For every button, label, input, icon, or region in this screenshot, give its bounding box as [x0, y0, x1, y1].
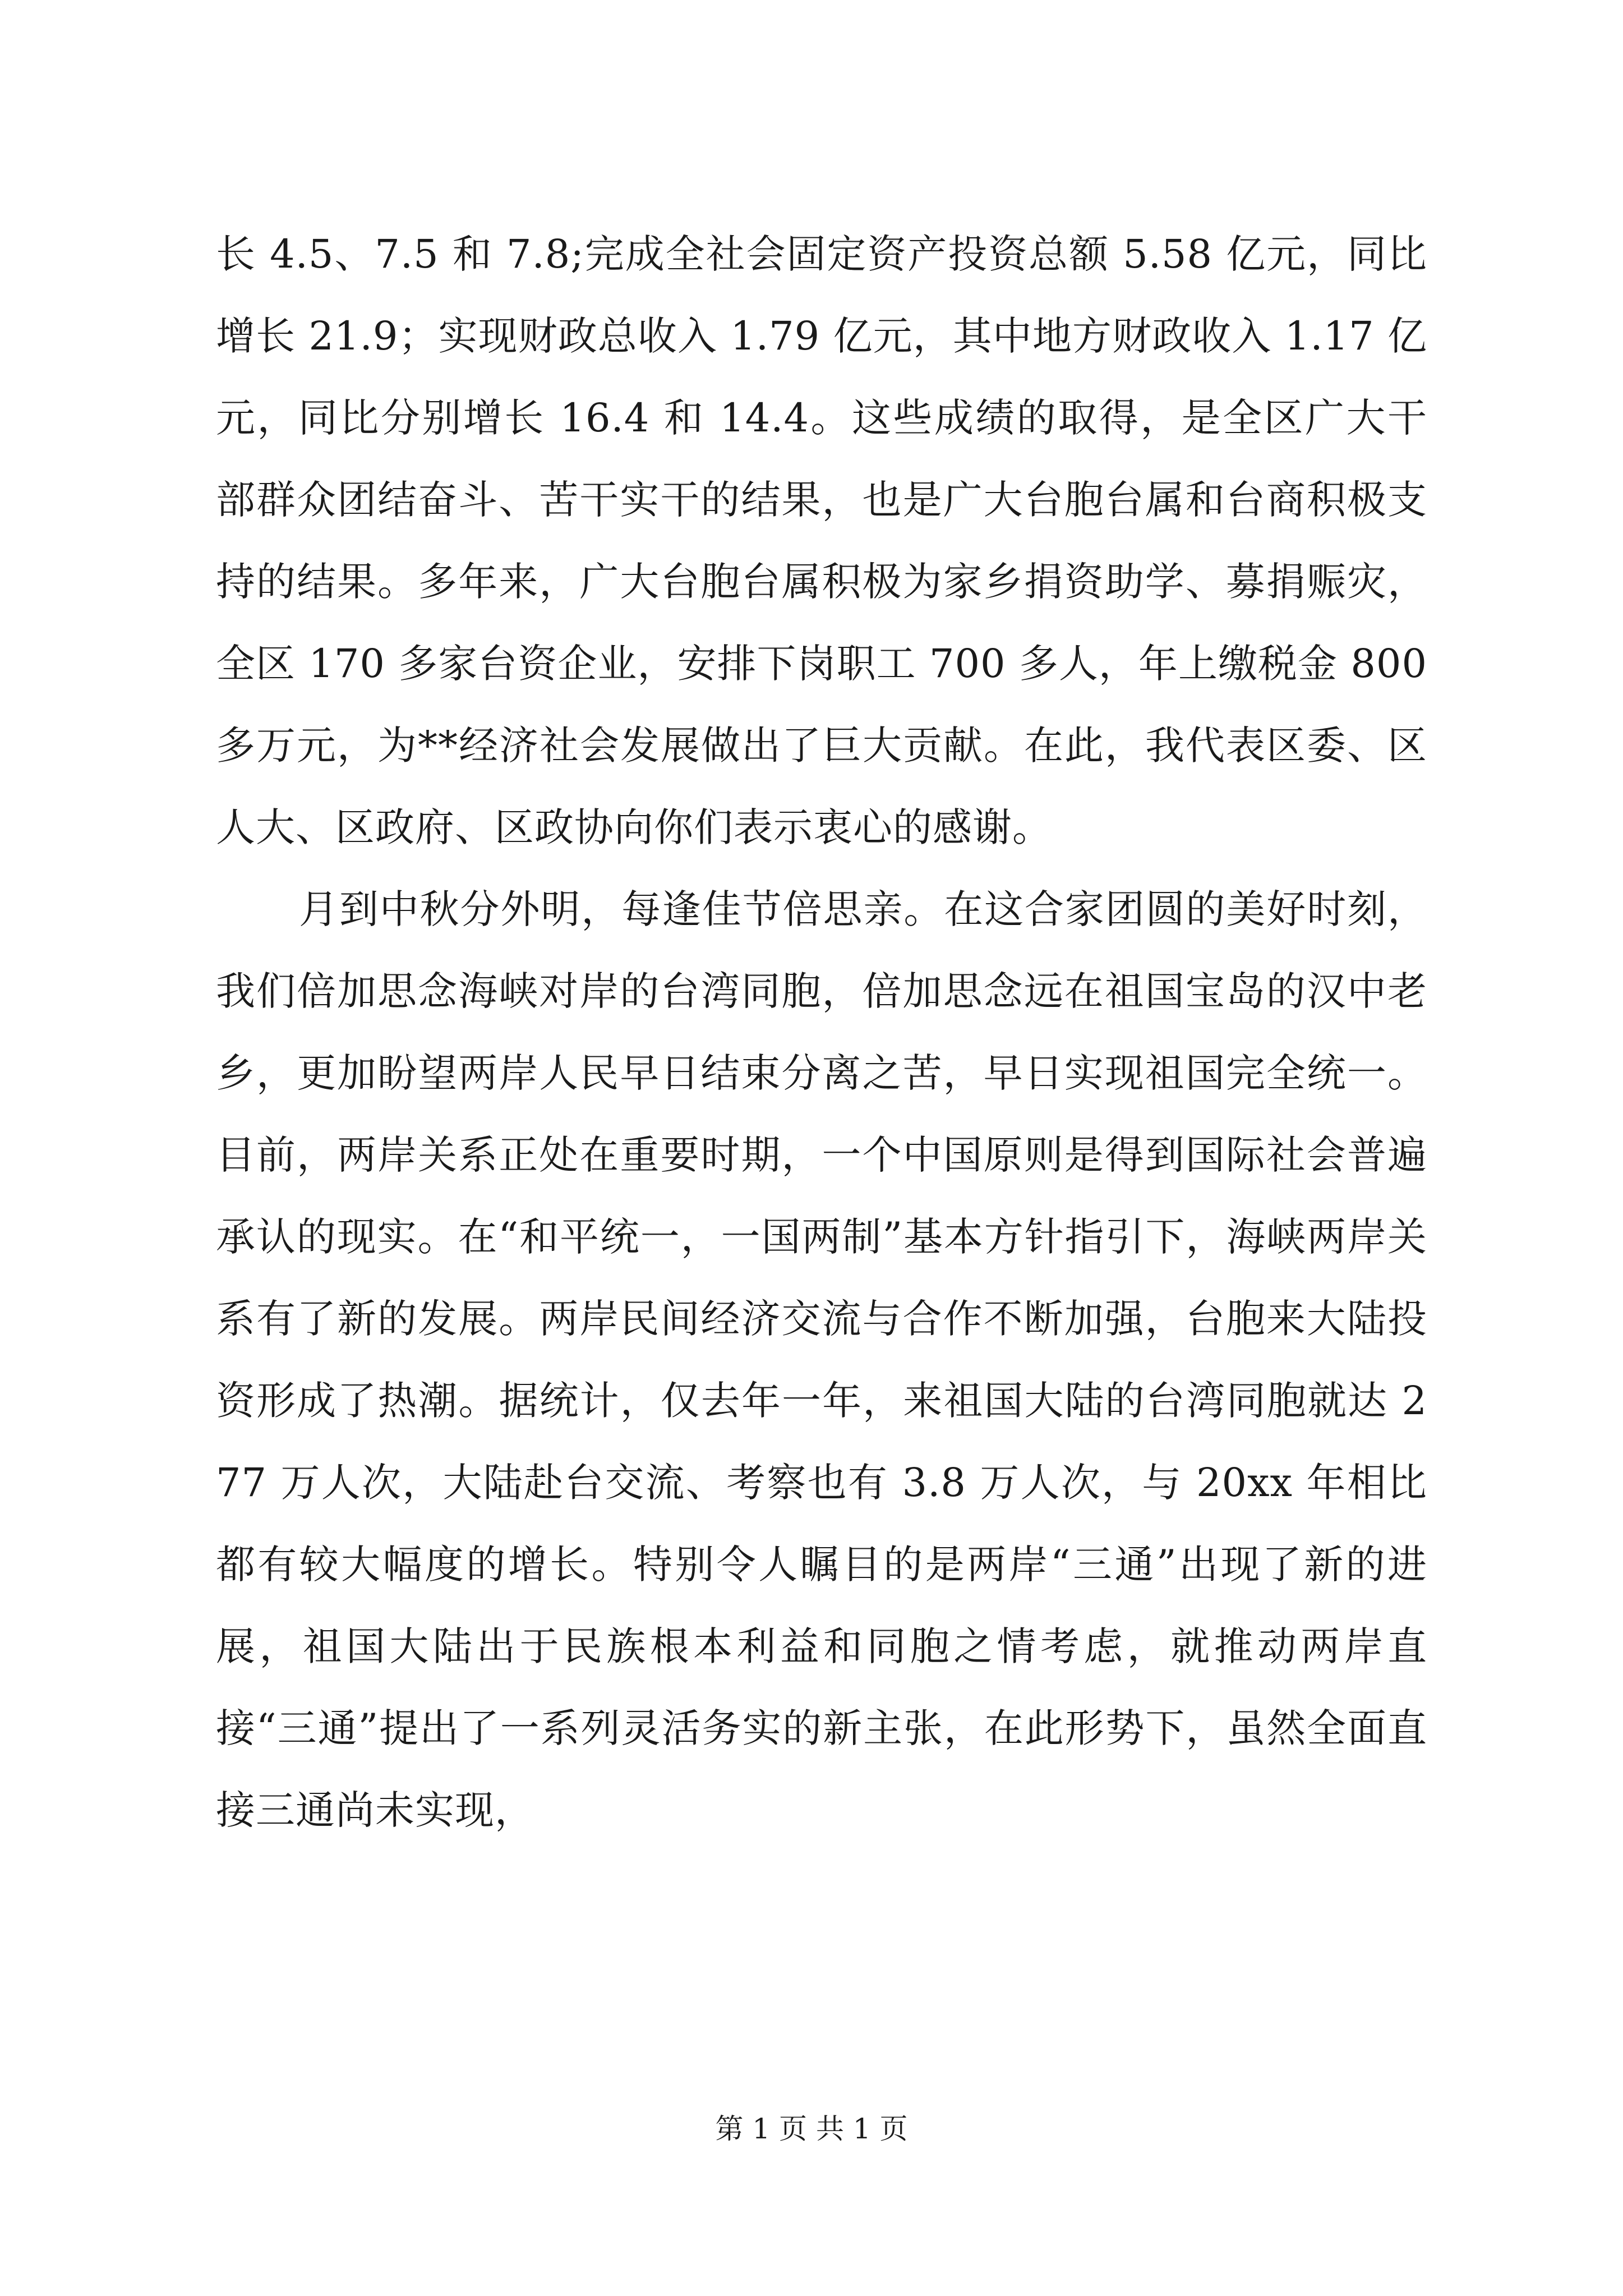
page-footer: 第 1 页 共 1 页 — [715, 2113, 908, 2145]
paragraph-1: 长 4.5、7.5 和 7.8;完成全社会固定资产投资总额 5.58 亿元，同比增长 21.9；实现财政总收入 1.79 亿元，其中地方财政收入 1.17 亿元，同比分别增长 16.4 和 14.4。这些成绩的取得，是全区广大干部群众团结奋斗、苦干实干的结果，也是广大台胞台属和台商积极支持的结果。多年来，广大台胞台属积极为家乡捐资助学、募捐赈灾，全区 170 多家台资企业，安排下岗职工 700 多人，年上缴税金 800 多万元，为**经济社会发展做出了巨大贡献。在此，我代表区委、区人大、区政府、区政协向你们表示衷心的感谢。 — [216, 231, 1427, 850]
document-body — [216, 213, 1427, 1851]
paragraph-2: 月到中秋分外明，每逢佳节倍思亲。在这合家团圆的美好时刻，我们倍加思念海峡对岸的台湾同胞，倍加思念远在祖国宝岛的汉中老乡，更加盼望两岸人民早日结束分离之苦，早日实现祖国完全统一。目前，两岸关系正处在重要时期，一个中国原则是得到国际社会普遍承认的现实。在“和平统一，一国两制”基本方针指引下，海峡两岸关系有了新的发展。两岸民间经济交流与合作不断加强，台胞来大陆投资形成了热潮。据统计，仅去年一年，来祖国大陆的台湾同胞就达 277 万人次，大陆赴台交流、考察也有 3.8 万人次，与 20xx 年相比都有较大幅度的增长。特别令人瞩目的是两岸“三通”出现了新的进展，祖国大陆出于民族根本利益和同胞之情考虑，就推动两岸直接“三通”提出了一系列灵活务实的新主张，在此形势下，虽然全面直接三通尚未实现， — [216, 886, 1427, 1833]
